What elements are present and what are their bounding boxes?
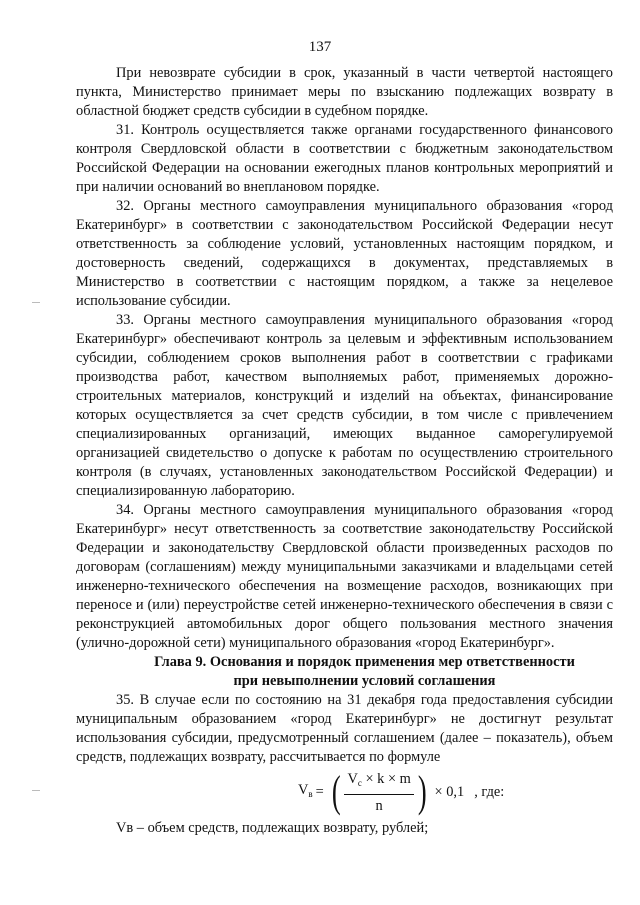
formula-suffix: , где: — [474, 783, 505, 800]
refund-formula — [298, 769, 504, 815]
formula-fraction — [344, 770, 413, 815]
margin-mark — [32, 790, 40, 791]
paragraph-31: 31. Контроль осуществляется также органами государственного финансового контроля Свердловской области в соответствии с бюджетным законодательством Российской Федерации на основании ежегодных планов контрольных мероприятий и при наличии оснований во внеплановом порядке. — [76, 122, 613, 195]
formula-factor: × 0,1 — [434, 783, 465, 800]
formula-parenthesis: ( $\frac{V_c \times k \times m}{n}$ ) — [331, 767, 427, 816]
chapter-heading — [76, 653, 613, 691]
formula-row — [76, 769, 613, 815]
paragraph-34: 34. Органы местного самоуправления муниципального образования «город Екатеринбург» несут ответственность за соответствие законодательству Российской Федерации и законодательству Свердловской области произведенных расходов по договорам (соглашениям) между муниципальными заказчиками и владельцами сетей инженерно-технического обеспечения на возмещение расходов, возникающих при переносе и (или) переустройстве сетей инженерно-технического обеспечения в связи с реконструкцией автомобильных дорог общего пользования местного значения (улично-дорожной сети) муниципального образования «город Екатеринбург». — [76, 502, 613, 651]
document-body — [76, 64, 613, 838]
chapter-heading-line1: Глава 9. Основания и порядок применения мер ответственности — [154, 654, 575, 670]
paragraph-33: 33. Органы местного самоуправления муниципального образования «город Екатеринбург» обеспечивают контроль за целевым и эффективным использованием субсидии, соблюдением сроков выполнения работ в соответствии с графиками производства работ, качеством выполняемых работ, применяемых дорожно-строительных материалов, конструкций и изделий на объектах, финансирование которых осуществляется за счет средств субсидии, в том числе с привлечением специализированных организаций, имеющих выданное саморегулируемой организацией свидетельство о допуске к работам по осуществлению строительного контроля (в случаях, установленных законодательством Российской Федерации) и специализированную лабораторию. — [76, 312, 613, 499]
paragraph-35: 35. В случае если по состоянию на 31 декабря года предоставления субсидии муниципальным образованием «город Екатеринбург» не достигнут результат использования субсидии, предусмотренный соглашением (далее – показатель), объем средств, подлежащих возврату, рассчитывается по формуле — [76, 692, 613, 765]
definition-vv: Vв – объем средств, подлежащих возврату, рублей; — [116, 820, 429, 836]
formula-equals: = — [315, 783, 324, 800]
paragraph-32: 32. Органы местного самоуправления муниципального образования «город Екатеринбург» в соответствии с законодательством Российской Федерации несут ответственность за соблюдение условий, установленных настоящим порядком, и достоверность сведений, содержащихся в документах, представляемых в Министерство в соответствии с настоящим порядком, а также за нецелевое использование субсидии. — [76, 198, 613, 309]
paragraph-refund-court: При невозврате субсидии в срок, указанный в части четвертой настоящего пункта, Министерство принимает меры по взысканию подлежащих возврату в областной бюджет средств субсидии в судебном порядке. — [76, 65, 613, 119]
formula-denominator: n — [375, 797, 383, 814]
formula-numerator: $V_c \times k \times m$ — [344, 770, 413, 795]
chapter-heading-line2: при невыполнении условий соглашения — [233, 673, 496, 689]
formula-lhs: $V_в$ — [298, 781, 313, 799]
margin-mark — [32, 302, 40, 303]
page-number: 137 — [308, 39, 332, 55]
